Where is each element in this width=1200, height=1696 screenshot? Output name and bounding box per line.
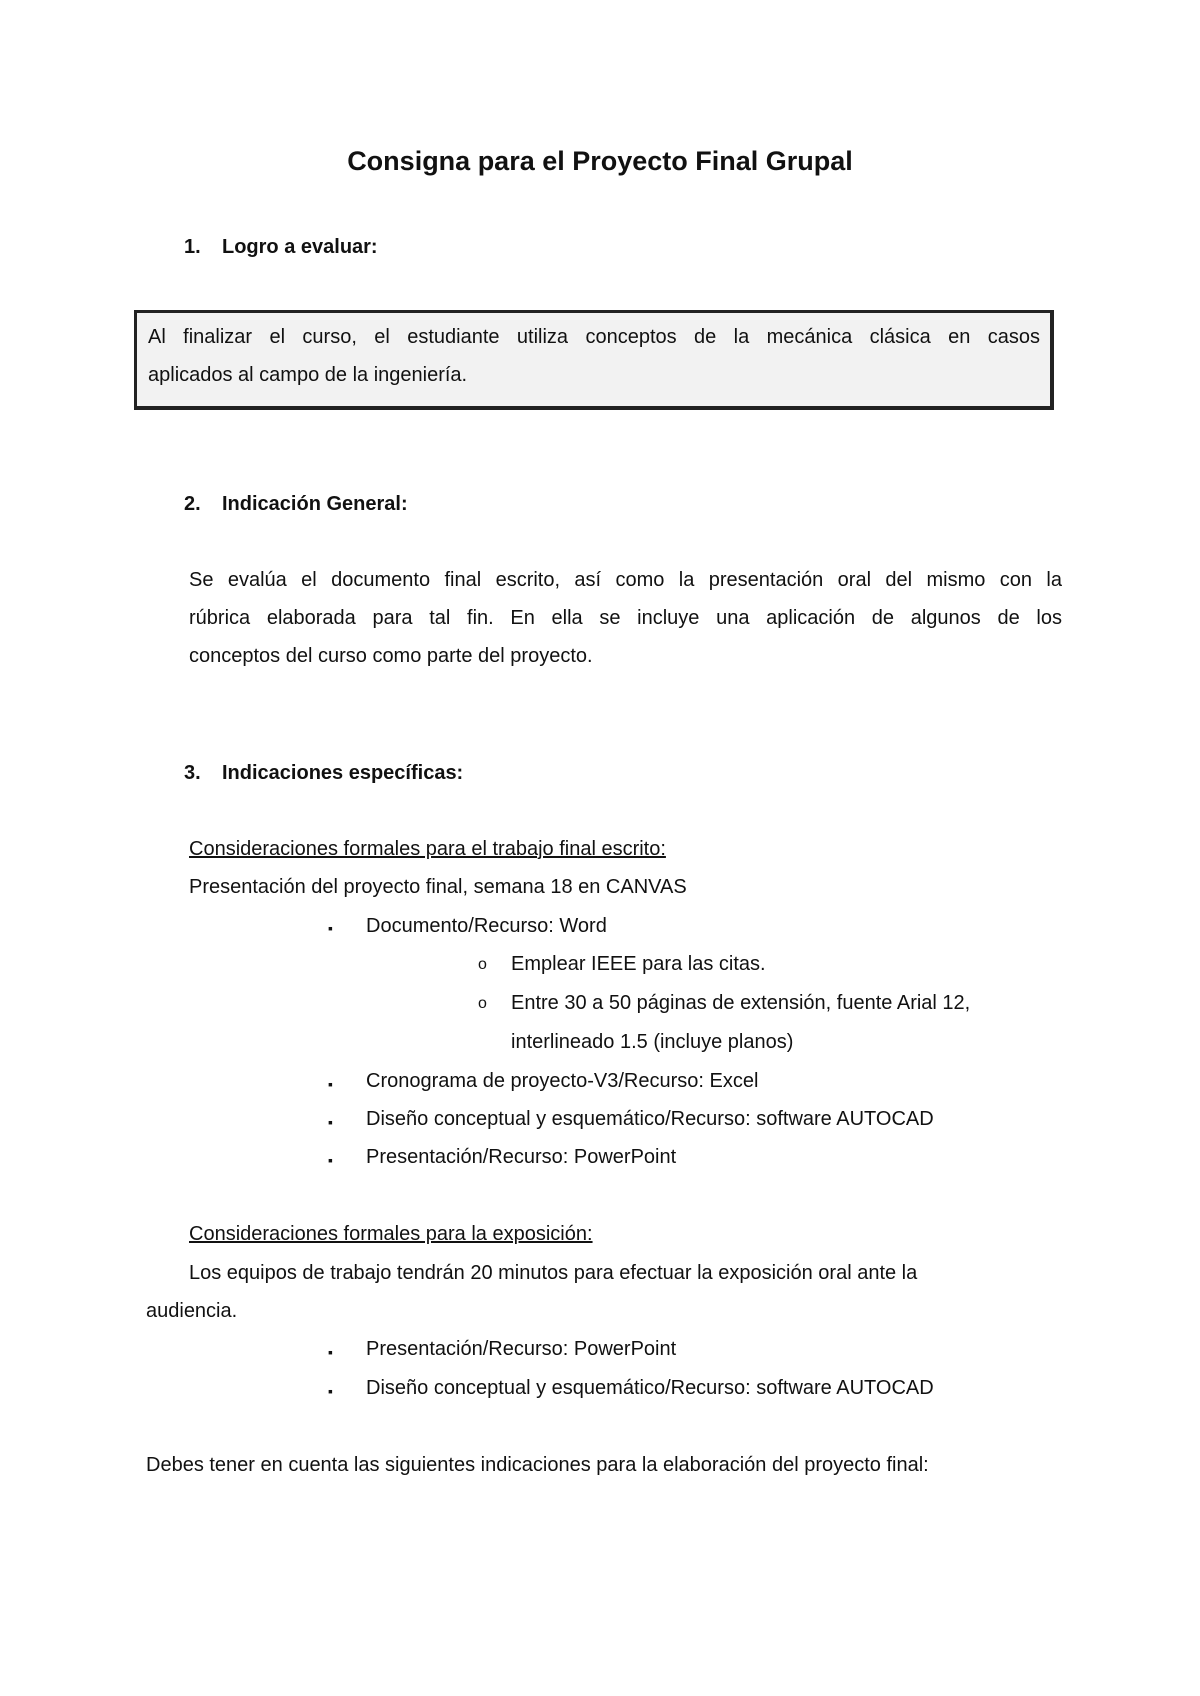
bullet-icon: ▪ — [328, 1114, 333, 1130]
written-item-design: Diseño conceptual y esquemático/Recurso: software AUTOCAD — [366, 1108, 934, 1130]
bullet-icon: ▪ — [328, 1152, 333, 1168]
section-3-heading — [184, 762, 463, 785]
written-subitem-spacing: interlineado 1.5 (incluye planos) — [511, 1031, 794, 1053]
bullet-icon: ▪ — [328, 1076, 333, 1092]
written-subitem-ieee: Emplear IEEE para las citas. — [511, 953, 766, 975]
general-paragraph-line-1: Se evalúa el documento final escrito, así como la presentación oral del mismo con la — [189, 569, 1062, 591]
section-2-number: 2. — [184, 493, 201, 515]
bullet-icon: ▪ — [328, 1383, 333, 1399]
written-subitem-pages: Entre 30 a 50 páginas de extensión, fuente Arial 12, — [511, 992, 971, 1014]
oral-intro-line-1: Los equipos de trabajo tendrán 20 minutos para efectuar la exposición oral ante la — [189, 1262, 918, 1284]
general-paragraph-line-2: rúbrica elaborada para tal fin. En ella se incluye una aplicación de algunos de los — [189, 607, 1062, 629]
section-1-title: Logro a evaluar: — [222, 236, 378, 258]
section-3-number: 3. — [184, 762, 201, 784]
bullet-icon: ▪ — [328, 1344, 333, 1360]
learning-outcome-line-2: aplicados al campo de la ingeniería. — [148, 364, 468, 386]
bullet-icon: ▪ — [328, 920, 333, 936]
learning-outcome-box — [134, 310, 1054, 410]
section-1-heading — [184, 236, 378, 259]
circle-bullet-icon: o — [478, 995, 487, 1012]
oral-considerations-subheading: Consideraciones formales para la exposición: — [189, 1223, 593, 1245]
circle-bullet-icon: o — [478, 956, 487, 973]
oral-intro-line-2: audiencia. — [146, 1300, 238, 1322]
section-3-title: Indicaciones específicas: — [222, 762, 464, 784]
written-item-schedule: Cronograma de proyecto-V3/Recurso: Excel — [366, 1070, 759, 1092]
written-intro: Presentación del proyecto final, semana 18 en CANVAS — [189, 876, 687, 898]
closing-text: Debes tener en cuenta las siguientes indicaciones para la elaboración del proyecto final: — [146, 1454, 929, 1476]
page-title: Consigna para el Proyecto Final Grupal — [347, 146, 853, 176]
written-considerations-subheading: Consideraciones formales para el trabajo final escrito: — [189, 838, 666, 860]
written-item-word: Documento/Recurso: Word — [366, 915, 607, 937]
written-item-presentation: Presentación/Recurso: PowerPoint — [366, 1146, 677, 1168]
section-2-heading — [184, 493, 408, 516]
section-1-number: 1. — [184, 236, 201, 258]
oral-item-presentation: Presentación/Recurso: PowerPoint — [366, 1338, 677, 1360]
learning-outcome-line-1: Al finalizar el curso, el estudiante utiliza conceptos de la mecánica clásica en casos — [148, 326, 1040, 348]
section-2-title: Indicación General: — [222, 493, 408, 515]
general-paragraph-line-3: conceptos del curso como parte del proyecto. — [189, 645, 593, 667]
oral-item-design: Diseño conceptual y esquemático/Recurso: software AUTOCAD — [366, 1377, 934, 1399]
